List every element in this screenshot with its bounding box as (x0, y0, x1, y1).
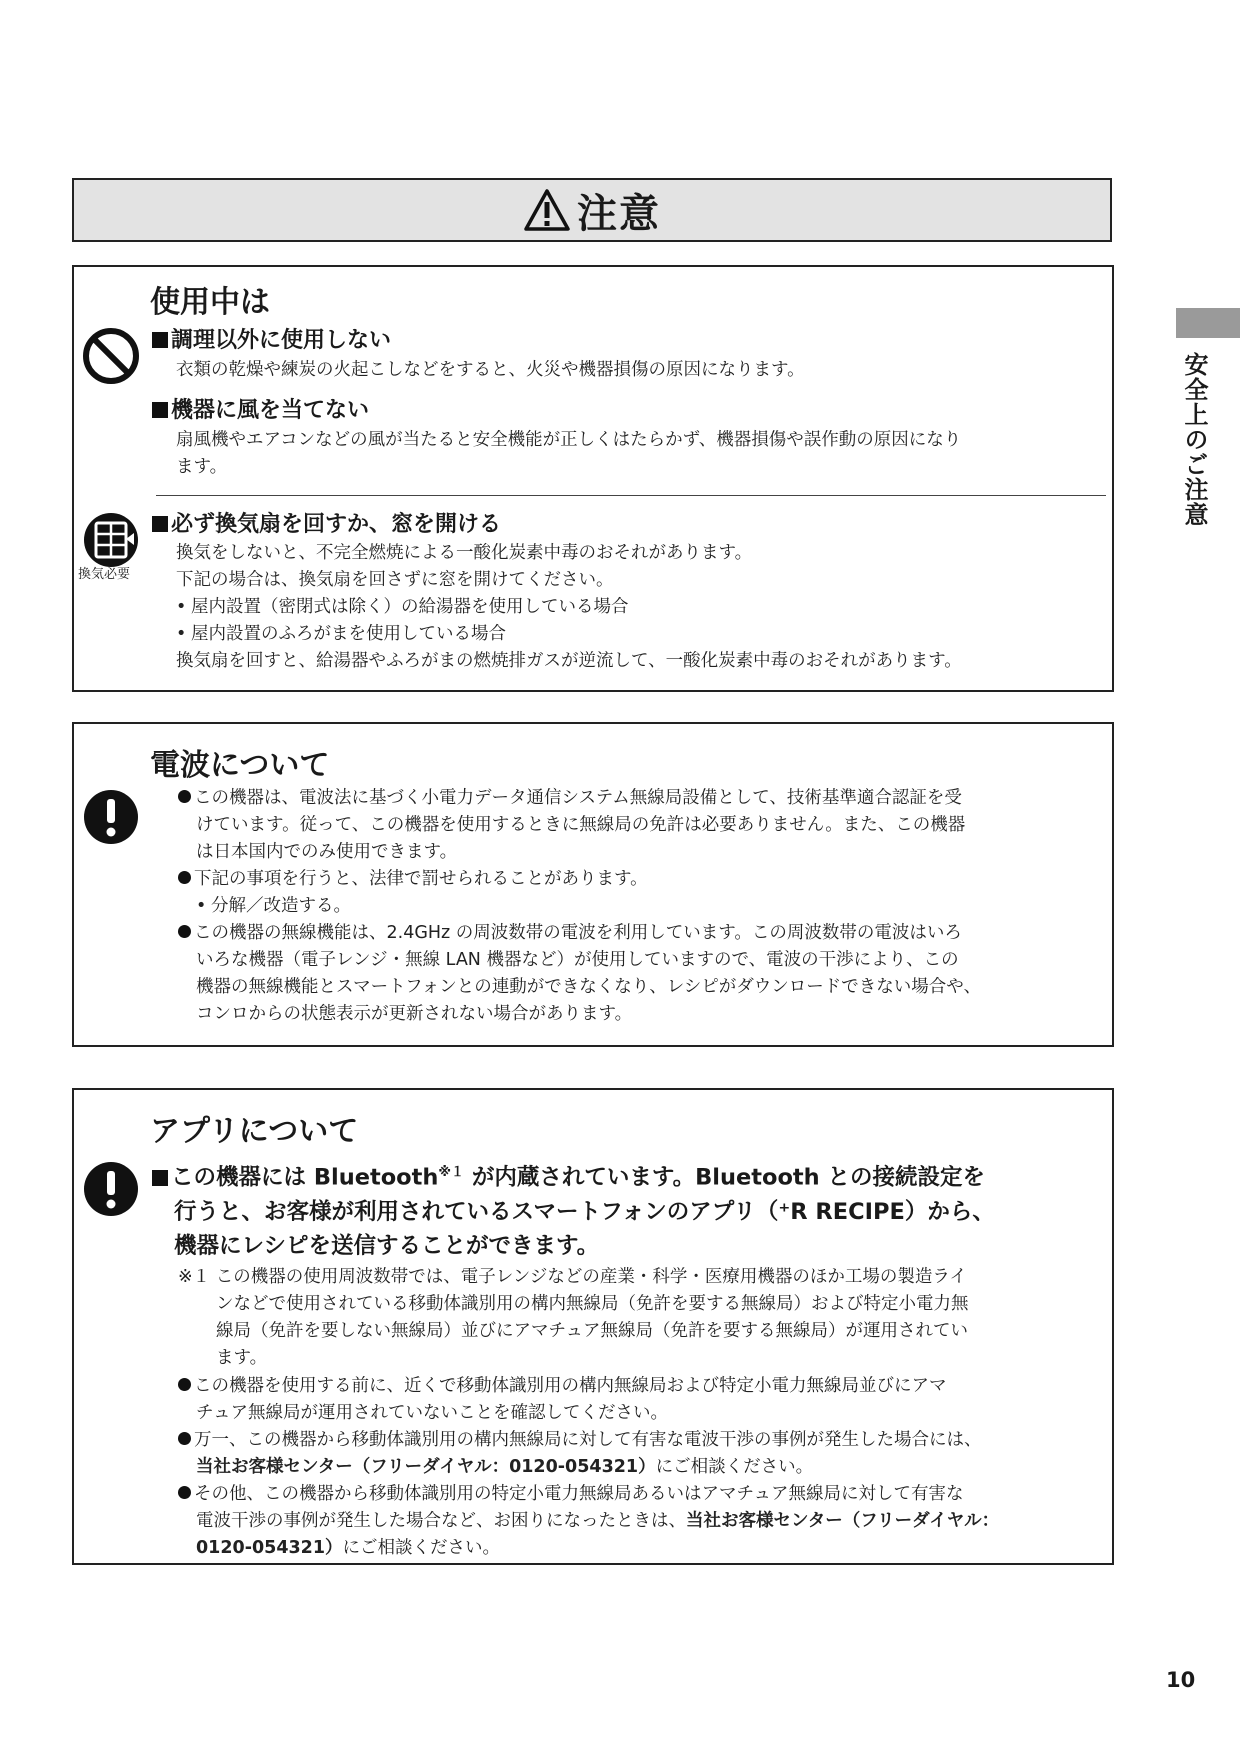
body-text: 換気扇を回すと、給湯器やふろがまの燃焼排ガスが逆流して、一酸化炭素中毒のおそれがあります。 (176, 651, 962, 671)
section-title: 電波について (150, 748, 330, 783)
body-text: 0120-054321）にご相談ください。 (196, 1538, 501, 1558)
square-bullet-icon (152, 332, 168, 348)
square-bullet-icon (152, 402, 168, 418)
bullet-dot-icon (178, 1486, 191, 1499)
caution-banner (72, 178, 1112, 242)
body-text: けています。従って、この機器を使用するときに無線局の免許は必要ありません。また、この機器 (196, 815, 966, 835)
body-text: いろな機器（電子レンジ・無線 LAN 機器など）が使用していますので、電波の干渉により、この (196, 950, 959, 970)
body-text: チュア無線局が運用されていないことを確認してください。 (196, 1403, 668, 1423)
bullet-dot-icon (178, 871, 191, 884)
body-text: 換気をしないと、不完全燃焼による一酸化炭素中毒のおそれがあります。 (176, 543, 753, 563)
ventilation-fan-icon (82, 511, 140, 569)
customer-center-text: 当社お客様センター（フリーダイヤル：0120-054321） (196, 1457, 656, 1477)
subheading-no-wind: 機器に風を当てない (152, 393, 369, 424)
list-item: この機器は、電波法に基づく小電力データ通信システム無線局設備として、技術基準適合認証を受 (178, 785, 962, 812)
body-text: 電波干渉の事例が発生した場合など、お困りになったときは、当社お客様センター（フリーダイヤル： (196, 1511, 1000, 1531)
ventilation-icon-label: 換気必要 (78, 567, 131, 582)
bullet-dot-icon (178, 790, 191, 803)
section-in-use (72, 265, 1114, 692)
exclamation-icon (82, 1160, 140, 1218)
list-item: この機器を使用する前に、近くで移動体識別用の構内無線局および特定小電力無線局並びにアマ (178, 1373, 947, 1400)
list-item: 下記の事項を行うと、法律で罰せられることがあります。 (178, 866, 648, 893)
banner-title: 注意 (577, 190, 661, 237)
list-item: この機器の無線機能は、2.4GHz の周波数帯の電波を利用しています。この周波数帯の電波はいろ (178, 920, 962, 947)
bullet-dot-icon (178, 1378, 191, 1391)
body-text: は日本国内でのみ使用できます。 (196, 842, 458, 862)
prohibition-icon (82, 327, 140, 385)
section-app (72, 1088, 1114, 1565)
square-bullet-icon (152, 1170, 168, 1186)
body-text: 機器の無線機能とスマートフォンとの連動ができなくなり、レシピがダウンロードできない場合や、 (196, 977, 981, 997)
footnote: ※１ この機器の使用周波数帯では、電子レンジなどの産業・科学・医療用機器のほか工場の製造ライ (178, 1267, 967, 1287)
list-item: • 分解／改造する。 (196, 896, 351, 916)
side-tab-label: 安全上のご注意 (1180, 352, 1208, 527)
side-tab-marker (1176, 308, 1240, 338)
body-text: 扇風機やエアコンなどの風が当たると安全機能が正しくはたらかず、機器損傷や誤作動の原因になり (176, 430, 962, 450)
body-text: 当社お客様センター（フリーダイヤル：0120-054321）にご相談ください。 (196, 1457, 814, 1477)
warning-triangle-icon (523, 188, 571, 232)
customer-center-text: 当社お客様センター（フリーダイヤル： (686, 1511, 1000, 1531)
body-text: 線局（免許を要しない無線局）並びにアマチュア無線局（免許を要する無線局）が運用されてい (216, 1321, 968, 1341)
page-number: 10 (1166, 1668, 1196, 1692)
body-text: 下記の場合は、換気扇を回さずに窓を開けてください。 (176, 570, 614, 590)
section-title: 使用中は (150, 285, 270, 320)
body-text: 衣類の乾燥や練炭の火起こしなどをすると、火災や機器損傷の原因になります。 (176, 360, 805, 380)
bullet-dot-icon (178, 1432, 191, 1445)
customer-center-phone: 0120-054321） (196, 1538, 343, 1558)
section-title: アプリについて (150, 1114, 359, 1149)
list-item: • 屋内設置のふろがまを使用している場合 (176, 624, 506, 644)
body-text: ます。 (216, 1348, 268, 1368)
subheading-no-other-use: 調理以外に使用しない (152, 323, 391, 354)
app-bluetooth-heading: この機器には Bluetooth$^{※1}$ が内蔵されています。Bluetooth との接続設定を 行うと、お客様が利用されているスマートフォンのアプリ（⁺R RECIPE）から、 機器にレシピを送信することができます。 (152, 1156, 995, 1263)
square-bullet-icon (152, 516, 168, 532)
list-item: その他、この機器から移動体識別用の特定小電力無線局あるいはアマチュア無線局に対して有害な (178, 1481, 963, 1508)
bullet-dot-icon (178, 925, 191, 938)
divider (156, 495, 1106, 496)
body-text: ます。 (176, 457, 228, 477)
list-item: • 屋内設置（密閉式は除く）の給湯器を使用している場合 (176, 597, 629, 617)
subheading-ventilate: 必ず換気扇を回すか、窓を開ける (152, 507, 501, 538)
body-text: ンなどで使用されている移動体識別用の構内無線局（免許を要する無線局）および特定小電力無 (216, 1294, 969, 1314)
exclamation-icon (82, 788, 140, 846)
list-item: 万一、この機器から移動体識別用の構内無線局に対して有害な電波干渉の事例が発生した場合には、 (178, 1427, 982, 1454)
body-text: コンロからの状態表示が更新されない場合があります。 (196, 1004, 633, 1024)
section-radio (72, 722, 1114, 1047)
